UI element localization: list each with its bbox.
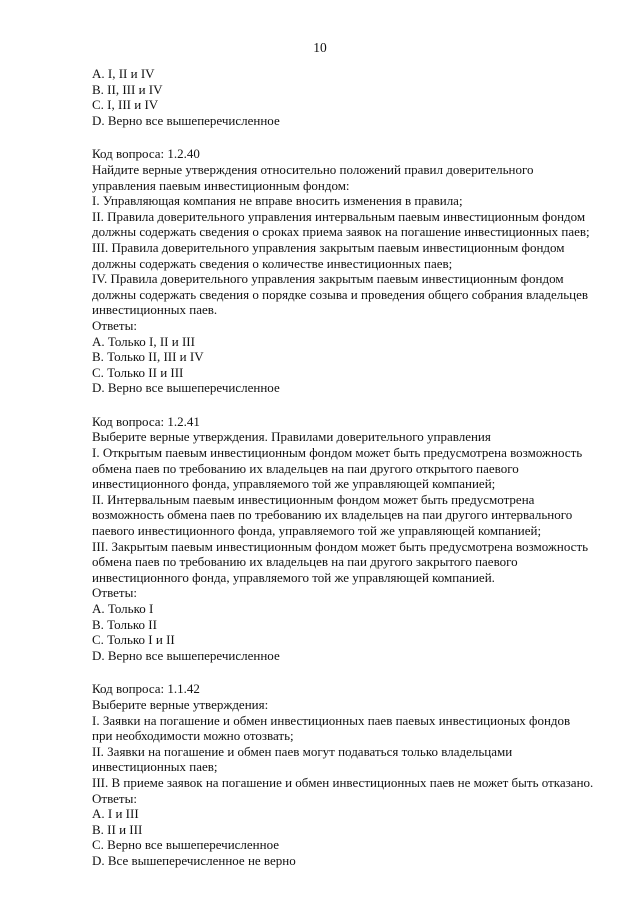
text-line: C. I, III и IV (92, 97, 159, 113)
text-line: A. I, II и IV (92, 66, 155, 81)
text-line: должны содержать сведения о сроках приема заявок на погашение инвестиционных паев; (92, 224, 590, 240)
text-line: B. II и III (92, 821, 143, 837)
question-block (92, 414, 612, 664)
text-line: I. Открытым паевым инвестиционным фондом может быть предусмотрена возможность (92, 445, 583, 461)
text-line: должны содержать сведения о порядке созыва и проведения общего собрания владельцев (92, 286, 588, 302)
question-block (92, 681, 612, 868)
question-code: Код вопроса: 1.2.41 (92, 413, 200, 429)
text-line: C. Только II и III (92, 364, 184, 380)
text-line: Ответы: (92, 585, 137, 601)
text-line: инвестиционного фонда, управляемого той же управляющей компанией; (92, 476, 496, 492)
text-line: I. Заявки на погашение и обмен инвестиционных паев паевых инвестиционых фондов (92, 712, 571, 728)
text-line: III. В приеме заявок на погашение и обмен инвестиционных паев не может быть отказано. (92, 774, 594, 790)
text-line: C. Верно все вышеперечисленное (92, 837, 280, 853)
text-line: III. Закрытым паевым инвестиционным фондом может быть предусмотрена возможность (92, 538, 589, 554)
question-code: Код вопроса: 1.1.42 (92, 681, 200, 697)
text-line: III. Правила доверительного управления закрытым паевым инвестиционным фондом (92, 239, 565, 255)
question-block (92, 146, 612, 396)
question-code: Код вопроса: 1.2.40 (92, 146, 200, 162)
text-line: C. Только I и II (92, 632, 175, 648)
text-line: обмена паев по требованию их владельцев на паи другого закрытого паевого (92, 554, 518, 570)
text-line: A. Только I, II и III (92, 333, 195, 349)
text-line: обмена паев по требованию их владельцев на паи другого открытого паевого (92, 460, 519, 476)
question-block (92, 66, 612, 128)
text-line: при необходимости можно отозвать; (92, 728, 294, 744)
text-line: управления паевым инвестиционным фондом: (92, 177, 350, 193)
text-line: A. I и III (92, 806, 139, 822)
text-line: Ответы: (92, 317, 137, 333)
text-line: A. Только I (92, 601, 154, 616)
text-line: Ответы: (92, 790, 137, 806)
text-line: I. Управляющая компания не вправе вносить изменения в правила; (92, 193, 463, 209)
text-line: D. Все вышеперечисленное не верно (92, 852, 296, 868)
text-line: Выберите верные утверждения. Правилами доверительного управления (92, 429, 491, 445)
document-content (92, 66, 612, 869)
text-line: Выберите верные утверждения: (92, 696, 269, 712)
text-line: D. Верно все вышеперечисленное (92, 380, 280, 396)
text-line: Найдите верные утверждения относительно положений правил доверительного (92, 161, 534, 177)
text-line: B. Только II, III и IV (92, 349, 204, 365)
text-line: B. II, III и IV (92, 81, 163, 97)
text-line: II. Заявки на погашение и обмен паев могут подаваться только владельцами (92, 743, 513, 759)
text-line: II. Правила доверительного управления интервальным паевым инвестиционным фондом (92, 208, 586, 224)
text-line: возможность обмена паев по требованию их владельцев на паи другого интервального (92, 507, 573, 523)
page-number: 10 (313, 40, 327, 55)
text-line: IV. Правила доверительного управления закрытым паевым инвестиционным фондом (92, 271, 564, 287)
text-line: B. Только II (92, 616, 157, 632)
text-line: инвестиционных паев. (92, 302, 218, 318)
text-line: должны содержать сведения о количестве инвестиционных паев; (92, 255, 453, 271)
text-line: инвестиционных паев; (92, 759, 218, 775)
text-line: D. Верно все вышеперечисленное (92, 647, 280, 663)
text-line: паевого инвестиционного фонда, управляемого той же управляющей компанией; (92, 523, 542, 539)
text-line: II. Интервальным паевым инвестиционным фондом может быть предусмотрена (92, 491, 535, 507)
text-line: D. Верно все вышеперечисленное (92, 112, 280, 128)
text-line: инвестиционного фонда, управляемого той же управляющей компанией. (92, 569, 495, 585)
